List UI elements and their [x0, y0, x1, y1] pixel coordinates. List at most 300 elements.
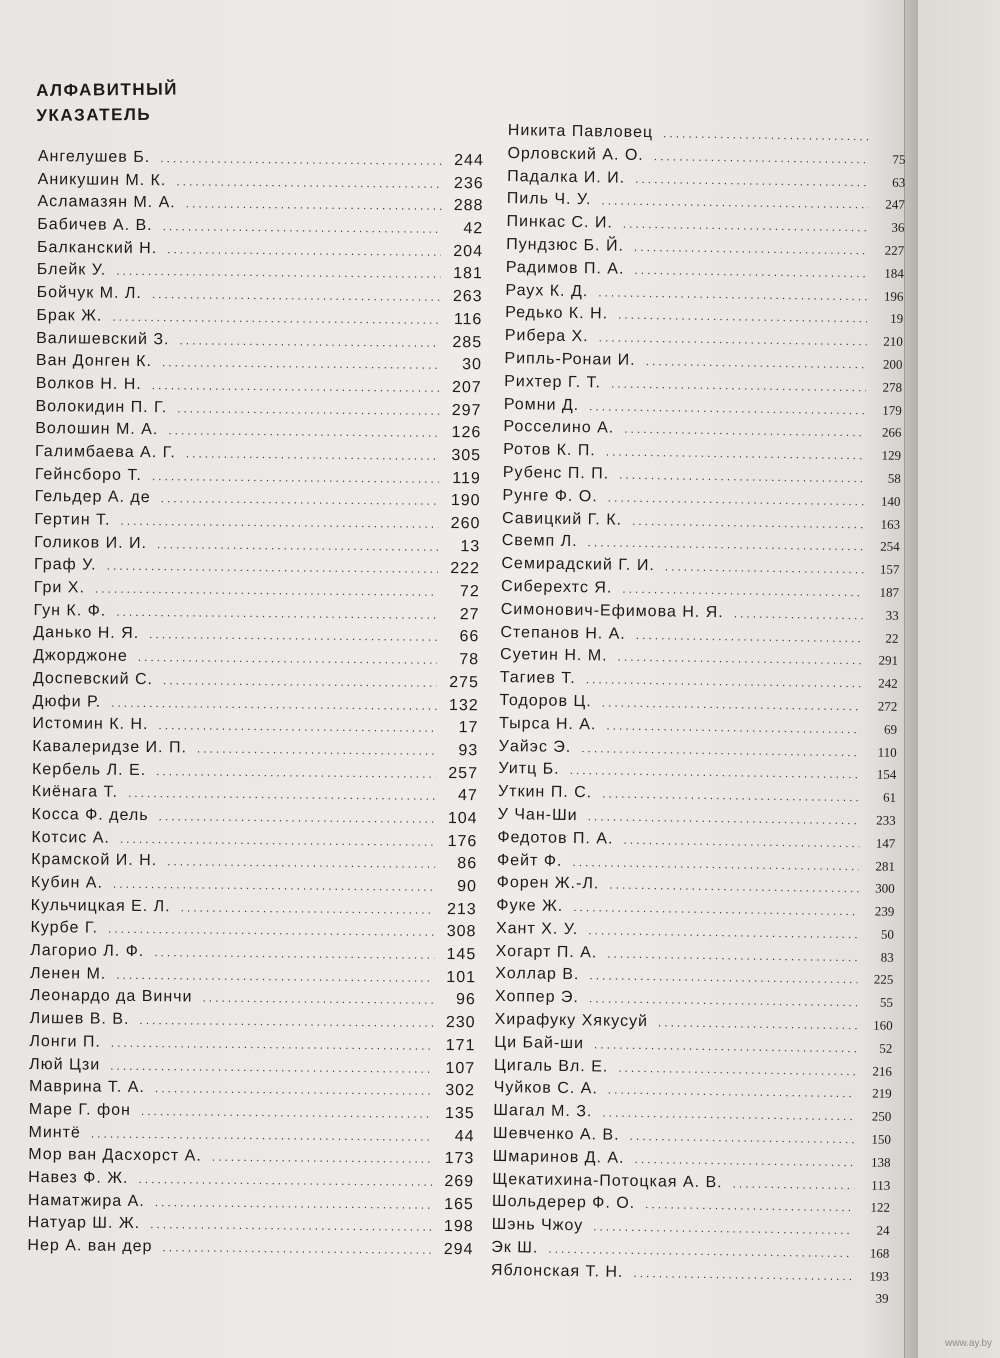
entry-name: Минтё [28, 1123, 81, 1142]
dot-leader [158, 718, 436, 735]
entry-name: Свемп Л. [501, 532, 578, 551]
entry-name: Хант Х. У. [495, 919, 579, 939]
entry-name: Лонги П. [29, 1032, 101, 1051]
dot-leader [602, 1106, 855, 1124]
dot-leader [179, 333, 440, 350]
entry-name: Хоппер Э. [494, 988, 580, 1007]
next-page-sliver [918, 0, 1000, 1358]
entry-page-number: 302 [445, 1082, 476, 1100]
entry-page-number: 190 [450, 492, 481, 510]
dot-leader [120, 831, 436, 848]
dot-leader [572, 855, 859, 873]
entry-name: Цигаль Вл. Е. [493, 1056, 609, 1076]
dot-leader [623, 832, 859, 849]
entry-name: Форен Ж.-Л. [496, 874, 600, 893]
entry-name: Голиков И. И. [34, 533, 148, 552]
entry-name: Сиберехтс Я. [500, 577, 613, 597]
dot-leader [91, 1126, 433, 1143]
entry-page-number: 116 [453, 310, 483, 329]
entry-page-number: 308 [446, 923, 477, 941]
entry-name: Киёнага Т. [31, 783, 119, 802]
dot-leader [589, 969, 857, 987]
entry-name: Доспевский С. [32, 669, 154, 688]
index-column-left [27, 148, 484, 1264]
entry-page-number: 101 [446, 968, 477, 986]
dot-leader [176, 174, 441, 191]
entry-page-number: 176 [447, 832, 478, 850]
entry-name: Данько Н. Я. [33, 624, 140, 643]
entry-page-number: 75 [892, 151, 906, 167]
entry-name: Симонович-Ефимова Н. Я. [500, 600, 724, 621]
dot-leader [155, 1195, 432, 1212]
entry-name: Кульчицкая Е. Л. [30, 896, 171, 915]
entry-page-number: 160 [873, 1017, 893, 1033]
entry-name: Граф У. [33, 556, 97, 574]
dot-leader [602, 695, 862, 713]
dot-leader [570, 763, 861, 781]
entry-page-number: 13 [460, 537, 481, 555]
entry-page-number: 83 [880, 949, 894, 965]
index-column-right [490, 122, 906, 1313]
dot-leader [138, 1172, 432, 1189]
dot-leader [107, 559, 438, 576]
entry-page-number: 254 [880, 538, 900, 555]
dot-leader [581, 741, 861, 759]
dot-leader [645, 1198, 854, 1215]
entry-name: Рипль-Ронаи И. [504, 349, 636, 369]
entry-name: Ротов К. П. [503, 441, 596, 460]
dot-leader [161, 492, 439, 509]
entry-name: Пундзюс Б. Й. [506, 235, 625, 255]
entry-page-number: 104 [447, 809, 478, 828]
dot-leader [160, 151, 442, 168]
entry-page-number: 242 [878, 675, 898, 691]
entry-name: Гельдер А. де [34, 488, 151, 507]
entry-name: Навез Ф. Ж. [28, 1168, 129, 1187]
entry-name: Пиль Ч. У. [506, 190, 592, 209]
entry-page-number: 145 [446, 946, 477, 964]
entry-name: Семирадский Г. И. [501, 555, 655, 575]
dot-leader [665, 560, 864, 577]
dot-leader [548, 1242, 853, 1261]
entry-page-number: 19 [890, 311, 904, 327]
dot-leader [139, 1013, 433, 1030]
entry-page-number: 69 [883, 721, 898, 737]
entry-page-number: 66 [459, 628, 480, 646]
entry-page-number: 138 [871, 1154, 891, 1170]
entry-name: Натуар Ш. Ж. [27, 1214, 141, 1233]
dot-leader [622, 582, 863, 600]
dot-leader [162, 355, 440, 372]
entry-name: Волокидин П. Г. [35, 397, 168, 416]
entry-page-number: 110 [877, 744, 897, 760]
entry-page-number: 272 [877, 698, 898, 714]
entry-page-number: 233 [876, 812, 896, 828]
dot-leader [606, 718, 861, 736]
entry-name: Пинкас С. И. [506, 213, 613, 232]
title-line: АЛФАВИТНЫЙ [36, 79, 179, 100]
entry-name: Леонардо да Винчи [29, 987, 193, 1006]
entry-name: Косса Ф. дель [31, 805, 149, 825]
entry-name: Степанов Н. А. [500, 623, 626, 643]
dot-leader [602, 787, 860, 805]
dot-leader [588, 809, 860, 827]
dot-leader [149, 628, 437, 645]
entry-page-number: 263 [452, 288, 483, 306]
entry-page-number: 163 [880, 516, 901, 532]
dot-leader [623, 217, 869, 235]
dot-leader [152, 469, 439, 486]
entry-name: Уайэс Э. [498, 737, 572, 756]
dot-leader [113, 877, 435, 894]
entry-name: Раух К. Д. [505, 281, 589, 300]
entry-page-number: 126 [451, 424, 482, 442]
entry-page-number: 266 [881, 424, 902, 441]
entry-name: Фейт Ф. [496, 851, 563, 870]
entry-page-number: 200 [882, 356, 903, 372]
dot-leader [629, 1129, 855, 1146]
dot-leader [141, 1104, 433, 1121]
dot-leader [128, 786, 436, 803]
entry-name: Уткин П. С. [497, 783, 593, 802]
entry-page-number: 196 [883, 288, 904, 304]
dot-leader [152, 378, 440, 395]
dot-leader [154, 945, 434, 962]
entry-name: Кавалеридзе И. П. [32, 737, 188, 757]
entry-name: Уитц Б. [498, 760, 560, 779]
entry-name: Ван Донген К. [35, 352, 153, 371]
entry-page-number: 294 [443, 1240, 474, 1259]
entry-page-number: 154 [876, 766, 897, 783]
entry-name: Бойчук М. Л. [36, 284, 142, 303]
entry-page-number: 113 [871, 1177, 891, 1193]
entry-name: Фуке Ж. [496, 897, 564, 915]
entry-name: Холлар В. [495, 965, 580, 984]
entry-page-number: 219 [872, 1085, 892, 1102]
entry-name: Блейк У. [36, 261, 107, 280]
entry-name: Рихтер Г. Т. [504, 372, 602, 392]
dot-leader [618, 1060, 856, 1078]
entry-page-number: 204 [453, 242, 484, 261]
entry-page-number: 184 [884, 265, 904, 281]
entry-page-number: 285 [452, 333, 483, 351]
entry-page-number: 58 [887, 470, 901, 486]
dot-leader [162, 1240, 431, 1257]
dot-leader [663, 126, 870, 143]
entry-page-number: 207 [451, 378, 482, 397]
dot-leader [157, 537, 438, 554]
entry-name: Волошин М. А. [35, 420, 159, 439]
watermark: www.ay.by [945, 1338, 993, 1349]
entry-page-number: 210 [883, 333, 903, 350]
entry-name: Гертин Т. [34, 510, 111, 529]
dot-leader [197, 741, 436, 757]
entry-name: Щекатихина-Потоцкая А. В. [492, 1170, 723, 1191]
entry-page-number: 107 [445, 1059, 476, 1077]
dot-leader [163, 219, 442, 236]
dot-leader [607, 946, 858, 964]
entry-name: Ленен М. [29, 964, 107, 983]
entry-page-number: 55 [879, 994, 894, 1011]
dot-leader [632, 513, 864, 530]
entry-name: Джорджоне [33, 647, 128, 666]
entry-name: Крамской И. Н. [31, 851, 158, 870]
entry-page-number: 305 [451, 446, 482, 465]
entry-name: Рубенс П. П. [502, 463, 610, 483]
entry-name: Суетин Н. М. [499, 646, 608, 665]
entry-name: Падалка И. И. [507, 167, 626, 187]
dot-leader [634, 240, 868, 257]
entry-name: Ангелушев Б. [37, 148, 151, 167]
entry-name: Рунге Ф. О. [502, 486, 598, 506]
entry-page-number: 129 [881, 447, 902, 464]
dot-leader [111, 1036, 434, 1053]
entry-name: Гейнсборо Т. [34, 465, 142, 484]
entry-page-number: 122 [870, 1199, 891, 1216]
dot-leader [110, 1058, 433, 1075]
entry-name: Люй Цзи [29, 1055, 101, 1074]
entry-page-number: 157 [879, 561, 900, 577]
dot-leader [167, 242, 441, 259]
entry-page-number: 165 [444, 1195, 474, 1213]
dot-leader [624, 422, 865, 440]
entry-name: Аникушин М. К. [37, 170, 167, 189]
dot-leader [654, 149, 870, 166]
entry-name: Валишевский З. [36, 329, 170, 348]
entry-page-number: 168 [869, 1245, 890, 1261]
entry-name: Ци Бай-ши [494, 1033, 585, 1053]
entry-name: Яблонская Т. Н. [490, 1261, 624, 1281]
entry-page-number: 257 [448, 764, 479, 782]
entry-page-number: 30 [462, 356, 483, 374]
dot-leader [601, 194, 869, 212]
dot-leader [594, 1037, 857, 1055]
entry-page-number: 216 [872, 1063, 893, 1079]
dot-leader [167, 855, 435, 872]
entry-page-number: 171 [445, 1036, 476, 1055]
dot-leader [212, 1150, 433, 1166]
index-entry [27, 1237, 473, 1264]
dot-leader [611, 376, 866, 394]
entry-name: Гри Х. [33, 579, 86, 597]
entry-name: Нер А. ван дер [27, 1236, 153, 1256]
entry-name: Маврина Т. А. [28, 1078, 146, 1097]
entry-page-number: 132 [448, 696, 479, 714]
entry-name: Радимов П. А. [505, 258, 625, 278]
entry-page-number: 193 [869, 1268, 890, 1284]
entry-page-number: 27 [459, 605, 480, 624]
entry-name: Лагорио Л. Ф. [30, 942, 145, 961]
dot-leader [646, 354, 867, 371]
entry-name: Асламазян М. А. [37, 193, 176, 212]
entry-page-number: 297 [451, 401, 482, 419]
entry-page-number: 213 [446, 900, 477, 918]
dot-leader [588, 923, 858, 941]
dot-leader [608, 490, 865, 508]
entry-name: Шагал М. З. [493, 1102, 593, 1121]
entry-name: Бабичев А. В. [37, 216, 153, 235]
entry-page-number: 250 [871, 1108, 892, 1125]
entry-page-number: 278 [882, 379, 903, 395]
dot-leader [111, 695, 437, 712]
entry-name: Росселино А. [503, 418, 615, 437]
entry-page-number: 147 [875, 835, 896, 851]
dot-leader [150, 1217, 432, 1234]
dot-leader [120, 514, 438, 531]
entry-page-number: 244 [454, 151, 484, 170]
entry-name: Тодоров Ц. [499, 691, 592, 711]
entry-name: Чуйков С. А. [493, 1079, 598, 1098]
dot-leader [606, 445, 866, 463]
entry-page-number: 239 [874, 903, 895, 919]
entry-page-number: 72 [459, 583, 480, 601]
entry-page-number: 260 [450, 514, 481, 533]
dot-leader [181, 900, 435, 916]
entry-name: Наматжира А. [27, 1191, 145, 1210]
entry-page-number: 281 [875, 858, 896, 874]
entry-name: Котсис А. [31, 828, 110, 847]
entry-page-number: 140 [880, 493, 901, 509]
dot-leader [593, 1220, 854, 1238]
entry-name: Балканский Н. [36, 238, 158, 257]
dot-leader [609, 878, 859, 896]
entry-page-number: 225 [873, 972, 894, 988]
dot-leader [619, 468, 865, 486]
entry-page-number: 44 [454, 1127, 475, 1145]
entry-page-number: 300 [875, 880, 895, 897]
dot-leader [635, 171, 869, 188]
entry-page-number: 42 [463, 220, 484, 238]
dot-leader [186, 197, 442, 213]
entry-page-number: 17 [458, 719, 479, 737]
entry-name: Рибера Х. [504, 327, 589, 346]
entry-page-number: 39 [875, 1290, 889, 1306]
page-edge [905, 0, 918, 1358]
entry-page-number: 93 [458, 741, 479, 760]
entry-page-number: 230 [445, 1014, 476, 1032]
dot-leader [586, 672, 862, 690]
entry-name: Кубин А. [30, 873, 104, 892]
dot-leader [636, 627, 863, 644]
entry-name: Хирафуку Хякусуй [494, 1010, 649, 1031]
entry-name: Эк Ш. [491, 1238, 539, 1257]
dot-leader [618, 308, 867, 326]
entry-page-number: 247 [885, 196, 905, 213]
entry-name: Федотов П. А. [497, 828, 614, 848]
entry-name: Курбе Г. [30, 919, 99, 937]
dot-leader [599, 331, 867, 349]
dot-leader [168, 424, 439, 441]
dot-leader [116, 605, 437, 622]
entry-name: Шевченко А. В. [492, 1124, 620, 1144]
dot-leader [633, 1266, 853, 1283]
index-title [36, 77, 178, 128]
entry-page-number: 198 [443, 1218, 474, 1236]
dot-leader [733, 1176, 855, 1192]
entry-page-number: 90 [457, 878, 478, 896]
entry-page-number: 173 [444, 1150, 475, 1168]
entry-page-number: 63 [892, 174, 906, 190]
entry-page-number: 22 [885, 630, 899, 646]
entry-name: Галимбаева А. Г. [35, 442, 176, 462]
entry-name: Гун К. Ф. [33, 601, 107, 620]
dot-leader [108, 922, 435, 939]
entry-name: Истомин К. Н. [32, 715, 149, 734]
entry-page-number: 269 [444, 1172, 475, 1191]
entry-page-number: 288 [453, 197, 484, 215]
dot-leader [112, 310, 440, 327]
dot-leader [734, 606, 863, 622]
entry-page-number: 119 [452, 469, 481, 487]
entry-name: Шмаринов Д. А. [492, 1147, 625, 1167]
entry-page-number: 135 [444, 1104, 475, 1123]
entry-page-number: 222 [450, 560, 481, 578]
dot-leader [155, 1081, 433, 1098]
entry-name: Мор ван Дасхорст А. [28, 1146, 202, 1165]
title-line: УКАЗАТЕЛЬ [36, 104, 152, 125]
dot-leader [163, 673, 437, 690]
entry-name: Дюфи Р. [32, 692, 102, 711]
entry-page-number: 24 [876, 1222, 890, 1239]
dot-leader [658, 1015, 857, 1032]
entry-name: Шэнь Чжоу [491, 1216, 584, 1235]
entry-page-number: 96 [455, 991, 476, 1009]
entry-name: У Чан-Ши [497, 805, 578, 825]
dot-leader [589, 992, 857, 1010]
entry-name: Орловский А. О. [507, 144, 644, 164]
dot-leader [573, 900, 858, 918]
dot-leader [608, 1083, 856, 1101]
dot-leader [634, 1152, 854, 1169]
entry-name: Тагиев Т. [499, 669, 576, 688]
entry-page-number: 50 [880, 926, 895, 942]
dot-leader [116, 264, 441, 281]
entry-name: Редько К. Н. [505, 304, 609, 323]
entry-page-number: 187 [879, 584, 900, 600]
entry-page-number: 227 [884, 242, 905, 258]
dot-leader [156, 764, 436, 781]
entry-name: Маре Г. фон [28, 1100, 132, 1119]
dot-leader [587, 536, 863, 554]
entry-page-number: 181 [453, 265, 483, 283]
dot-leader [116, 968, 434, 985]
dot-leader [634, 263, 868, 280]
entry-page-number: 33 [885, 607, 899, 623]
entry-page-number: 275 [449, 673, 479, 692]
entry-name: Хогарт П. А. [495, 942, 598, 962]
dot-leader [617, 650, 862, 668]
entry-page-number: 86 [457, 855, 478, 873]
entry-page-number: 78 [459, 651, 480, 669]
entry-name: Волков Н. Н. [35, 374, 142, 393]
entry-page-number: 47 [457, 787, 478, 805]
entry-page-number: 52 [879, 1040, 893, 1056]
dot-leader [159, 809, 436, 826]
dot-leader [589, 399, 866, 417]
dot-leader [95, 582, 438, 599]
entry-name: Никита Павловец [507, 122, 654, 142]
dot-leader [186, 446, 439, 462]
entry-page-number: 179 [882, 402, 902, 418]
entry-name: Брак Ж. [36, 306, 103, 325]
dot-leader [177, 401, 439, 418]
entry-page-number: 36 [891, 219, 905, 236]
entry-page-number: 61 [882, 789, 897, 805]
dot-leader [202, 991, 433, 1007]
entry-name: Савицкий Г. К. [501, 509, 623, 529]
entry-name: Шольдерер Ф. О. [491, 1193, 636, 1213]
dot-leader [138, 650, 437, 667]
